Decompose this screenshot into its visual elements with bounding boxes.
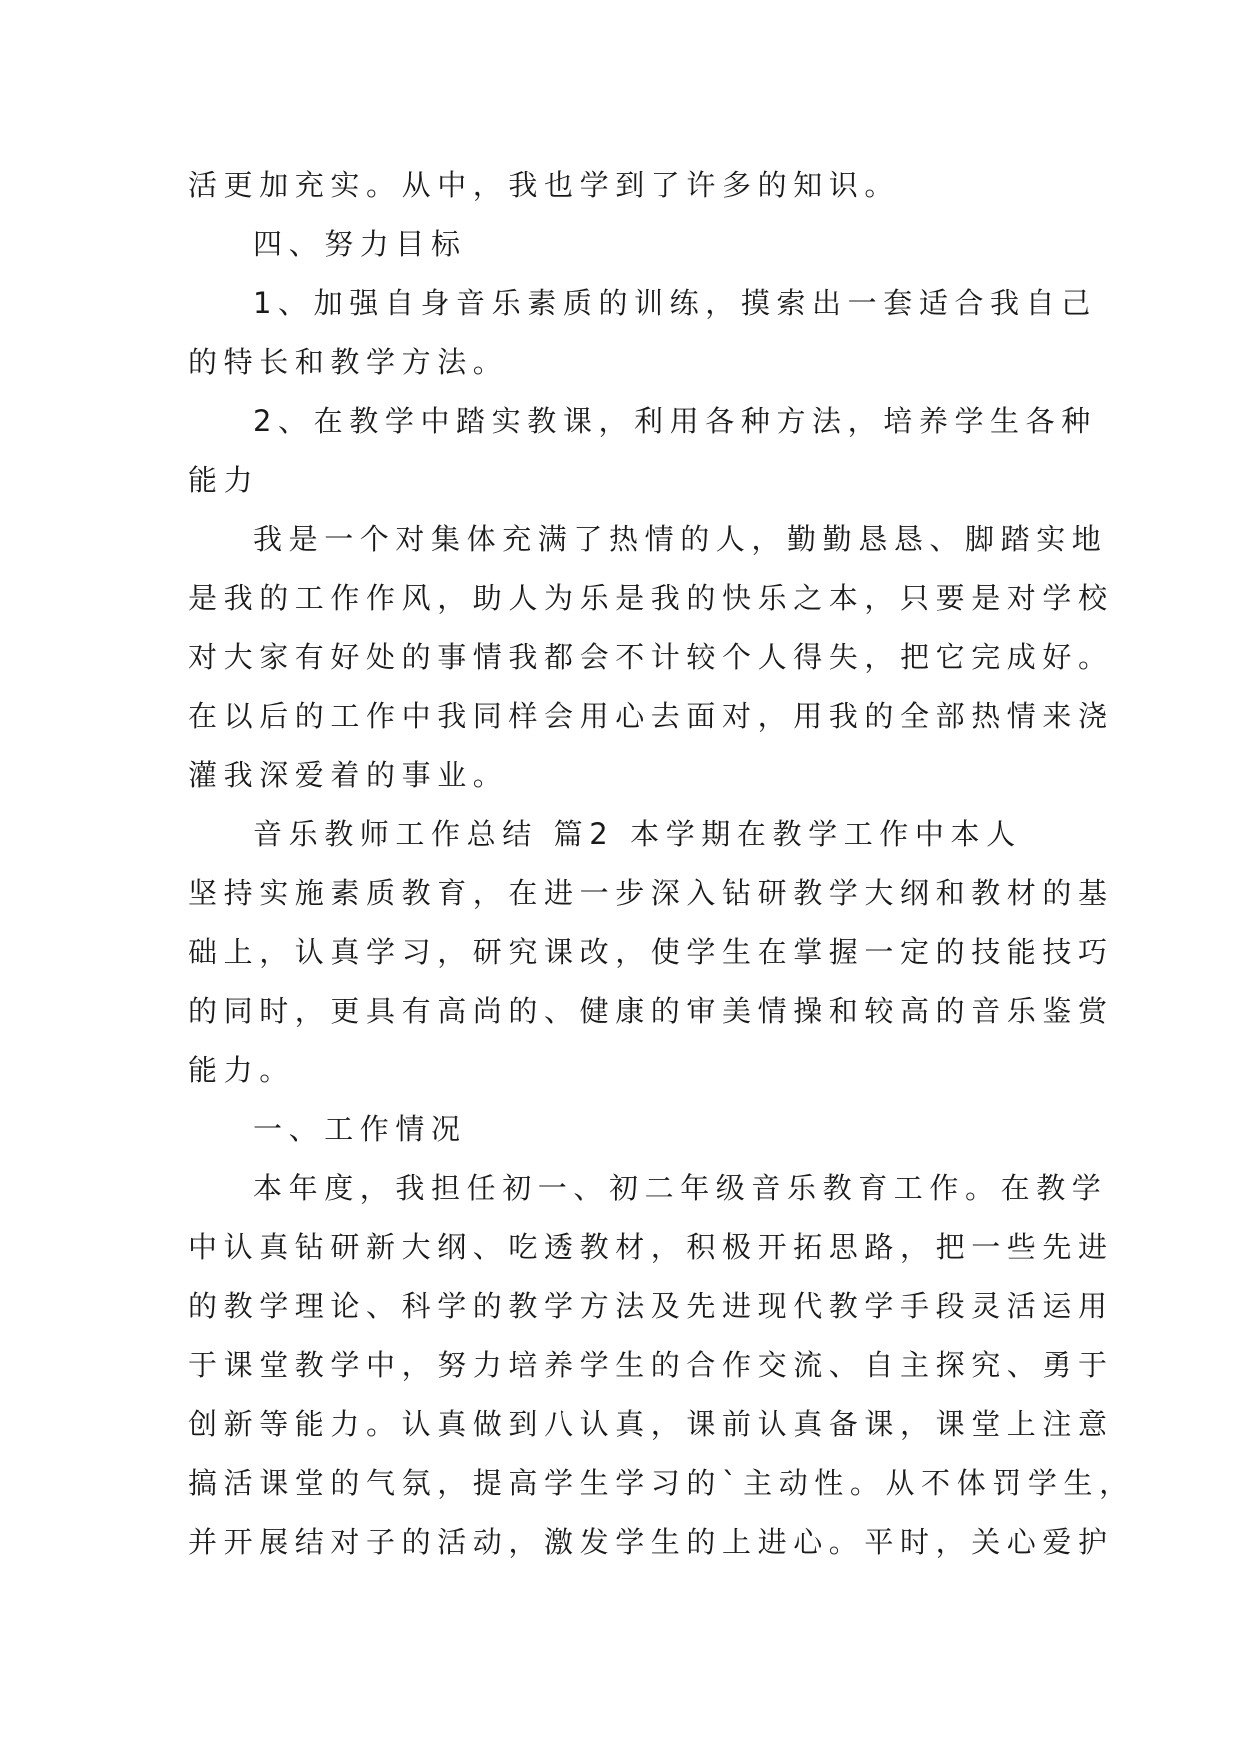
- text-line: 的同时，更具有高尚的、健康的审美情操和较高的音乐鉴赏: [188, 994, 1114, 1028]
- text-line: 的特长和教学方法。: [188, 345, 509, 379]
- text-line: 我是一个对集体充满了热情的人，勤勤恳恳、脚踏实地: [253, 522, 1108, 556]
- text-line: 创新等能力。认真做到八认真，课前认真备课，课堂上注意: [188, 1407, 1114, 1441]
- text-line: 础上，认真学习，研究课改，使学生在掌握一定的技能技巧: [188, 935, 1114, 969]
- text-line: 于课堂教学中，努力培养学生的合作交流、自主探究、勇于: [188, 1348, 1114, 1382]
- text-line: 能力: [188, 463, 260, 497]
- text-line: 中认真钻研新大纲、吃透教材，积极开拓思路，把一些先进: [188, 1230, 1114, 1264]
- article-title-line: 音乐教师工作总结 篇2 本学期在教学工作中本人: [253, 817, 1022, 851]
- text-line: 并开展结对子的活动，激发学生的上进心。平时，关心爱护: [188, 1525, 1114, 1559]
- text-line: 本年度，我担任初一、初二年级音乐教育工作。在教学: [253, 1171, 1108, 1205]
- text-line: 对大家有好处的事情我都会不计较个人得失，把它完成好。: [188, 640, 1114, 674]
- text-line: 2、在教学中踏实教课，利用各种方法，培养学生各种: [253, 404, 1097, 438]
- section-heading: 一、工作情况: [253, 1112, 467, 1146]
- section-heading: 四、努力目标: [253, 227, 467, 261]
- text-line: 灌我深爱着的事业。: [188, 758, 509, 792]
- text-line: 活更加充实。从中，我也学到了许多的知识。: [188, 168, 901, 202]
- text-line: 能力。: [188, 1053, 295, 1087]
- text-line: 的教学理论、科学的教学方法及先进现代教学手段灵活运用: [188, 1289, 1114, 1323]
- text-line: 在以后的工作中我同样会用心去面对，用我的全部热情来浇: [188, 699, 1114, 733]
- text-line: 是我的工作作风，助人为乐是我的快乐之本，只要是对学校: [188, 581, 1114, 615]
- text-line: 搞活课堂的气氛，提高学生学习的`主动性。从不体罚学生，: [188, 1466, 1135, 1500]
- text-line: 1、加强自身音乐素质的训练，摸索出一套适合我自己: [253, 286, 1097, 320]
- text-line: 坚持实施素质教育，在进一步深入钻研教学大纲和教材的基: [188, 876, 1114, 910]
